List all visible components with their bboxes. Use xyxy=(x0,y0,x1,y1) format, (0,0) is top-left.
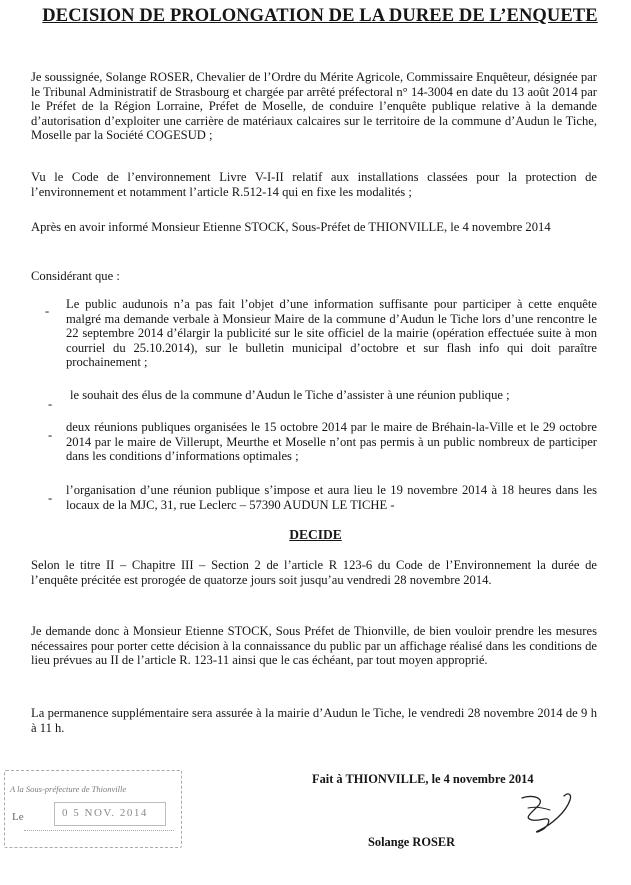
bullet-item-reunions: deux réunions publiques organisées le 15 octobre 2014 par le maire de Bréhain-la-Ville et le 29 octobre 2014 par le maire de Villerupt, Meurthe et Moselle n’ont pas permis à un public nombreux de participer dans les conditions d’informations optimales ; xyxy=(66,420,597,464)
decision-paragraph-1: Selon le titre II – Chapitre III – Section 2 de l’article R 123-6 du Code de l’Environnement la durée de l’enquête précitée est prorogée de quatorze jours soit jusqu’au vendredi 28 novembre 2014. xyxy=(31,558,597,587)
considerant-label: Considérant que : xyxy=(31,269,120,283)
decision-paragraph-2: Je demande donc à Monsieur Etienne STOCK, Sous Préfet de Thionville, de bien vouloir prendre les mesures nécessaires pour porter cette décision à la connaissance du public par un affichage réalisé dans les conditions de lieu prévues au II de l’article R. 123-11 ainsi que le cas échéant, par tout moyen approprié. xyxy=(31,624,597,668)
bullet-item-public: Le public audunois n’a pas fait l’objet d’une information suffisante pour participer à cette enquête malgré ma demande verbale à Monsieur Maire de la commune d’Audun le Tiche lors d’une rencontre le 22 septembre 2014 d’élargir la publicité sur le site officiel de la mairie (opération effectuée suite à mon courriel du 25.10.2014), sur le bulletin municipal d’octobre et sur flash info qui doit paraître prochainement ; xyxy=(66,297,597,370)
stamp-le-label: Le xyxy=(12,811,24,823)
document-title: DECISION DE PROLONGATION DE LA DUREE DE L’ENQUETE xyxy=(42,6,598,26)
stamp-date: 0 5 NOV. 2014 xyxy=(62,807,148,819)
bullet-dash: - xyxy=(45,304,50,318)
bullet-item-souhait: le souhait des élus de la commune d’Audun le Tiche d’assister à une réunion publique ; xyxy=(70,388,510,402)
decision-paragraph-3: La permanence supplémentaire sera assurée à la mairie d’Audun le Tiche, le vendredi 28 novembre 2014 de 9 h à 11 h. xyxy=(31,706,597,735)
stamp-dotted-line xyxy=(24,830,174,831)
fait-a-line: Fait à THIONVILLE, le 4 novembre 2014 xyxy=(312,772,534,786)
bullet-item-organisation: l’organisation d’une réunion publique s’impose et aura lieu le 19 novembre 2014 à 18 heures dans les locaux de la MJC, 31, rue Leclerc – 57390 AUDUN LE TICHE - xyxy=(66,483,597,512)
stamp-office-line: A la Sous-préfecture de Thionville xyxy=(10,784,127,794)
decide-heading: DECIDE xyxy=(289,527,342,542)
apres-paragraph: Après en avoir informé Monsieur Etienne STOCK, Sous-Préfet de THIONVILLE, le 4 novembre 2014 xyxy=(31,220,551,234)
bullet-dash: - xyxy=(48,491,53,505)
vu-paragraph: Vu le Code de l’environnement Livre V-I-II relatif aux installations classées pour la protection de l’environnement et notamment l’article R.512-14 qui en fixe les modalités ; xyxy=(31,170,597,199)
handwritten-signature xyxy=(470,790,590,840)
signatory-name: Solange ROSER xyxy=(368,835,456,849)
reception-stamp xyxy=(4,770,182,848)
intro-paragraph: Je soussignée, Solange ROSER, Chevalier de l’Ordre du Mérite Agricole, Commissaire Enquêteur, désignée par le Tribunal Administratif de Strasbourg et chargée par arrêté préfectoral n° 14-3004 en date du 13 août 2014 par le Préfet de la Région Lorraine, Préfet de Moselle, de conduire l’enquête publique relative à la demande d’autorisation d’exploiter une carrière de matériaux calcaires sur le territoire de la commune d’Audun le Tiche, Moselle par la Société COGESUD ; xyxy=(31,70,597,143)
bullet-dash: - xyxy=(48,428,53,442)
bullet-dash: - xyxy=(48,397,53,411)
